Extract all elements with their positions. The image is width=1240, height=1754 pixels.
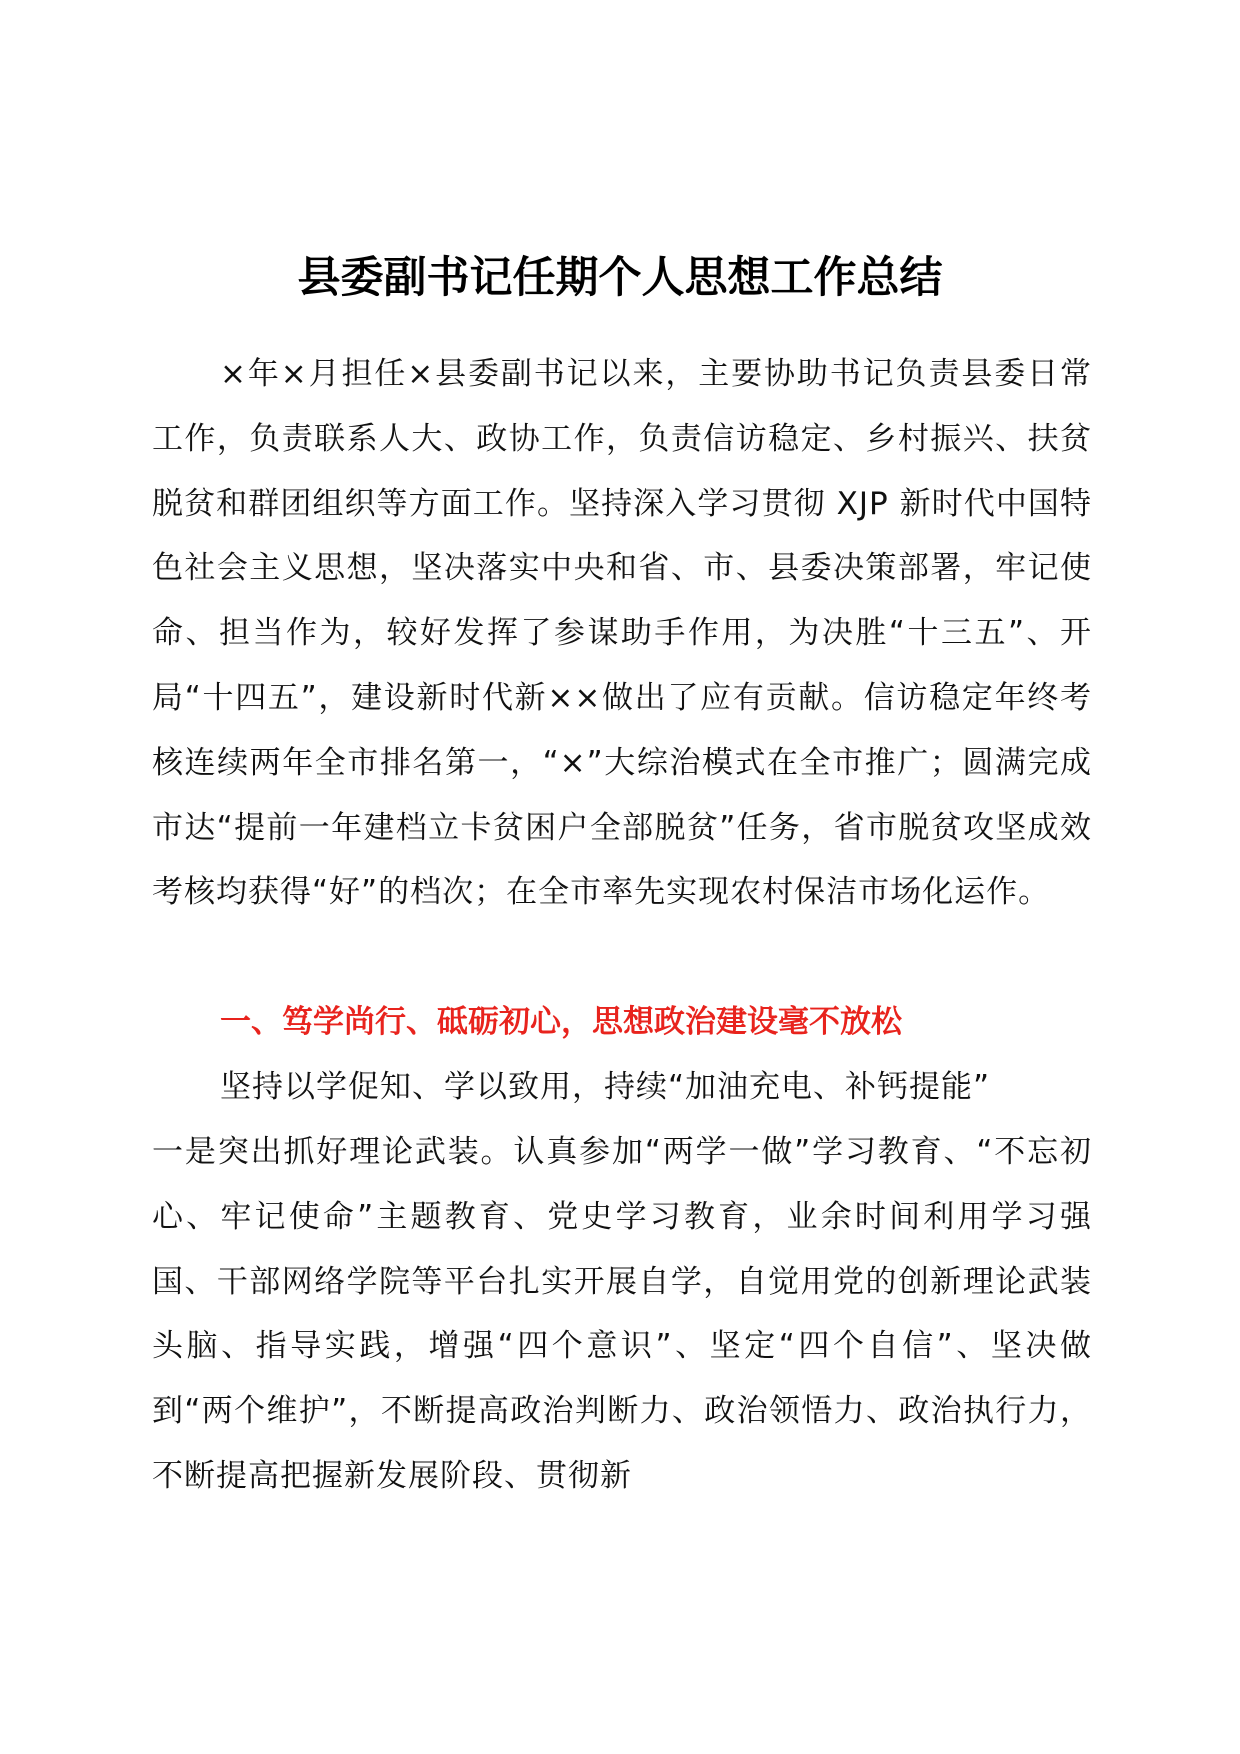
section-heading-1: 一、笃学尚行、砥砺初心，思想政治建设毫不放松 <box>220 1004 902 1040</box>
section1-lead-paragraph: 坚持以学促知、学以致用，持续“加油充电、补钙提能” <box>220 1069 991 1105</box>
intro-paragraph: ×年×月担任×县委副书记以来，主要协助书记负责县委日常工作，负责联系人大、政协工作，负责信访稳定、乡村振兴、扶贫脱贫和群团组织等方面工作。坚持深入学习贯彻 XJP 新时代中国特色社会主义思想，坚决落实中央和省、市、县委决策部署，牢记使命、担当作为，较好发挥了参谋助手作用，为决胜“十三五”、开局“十四五”，建设新时代新××做出了应有贡献。信访稳定年终考核连续两年全市排名第一，“×”大综治模式在全市推广；圆满完成市达“提前一年建档立卡贫困户全部脱贫”任务，省市脱贫攻坚成效考核均获得“好”的档次；在全市率先实现农村保洁市场化运作。 <box>152 356 1092 911</box>
document-title: 县委副书记任期个人思想工作总结 <box>297 253 943 303</box>
section1-point1-paragraph: 一是突出抓好理论武装。认真参加“两学一做”学习教育、“不忘初心、牢记使命”主题教育、党史学习教育，业余时间利用学习强国、干部网络学院等平台扎实开展自学，自觉用党的创新理论武装头脑、指导实践，增强“四个意识”、坚定“四个自信”、坚决做到“两个维护”，不断提高政治判断力、政治领悟力、政治执行力，不断提高把握新发展阶段、贯彻新 <box>152 1134 1092 1494</box>
